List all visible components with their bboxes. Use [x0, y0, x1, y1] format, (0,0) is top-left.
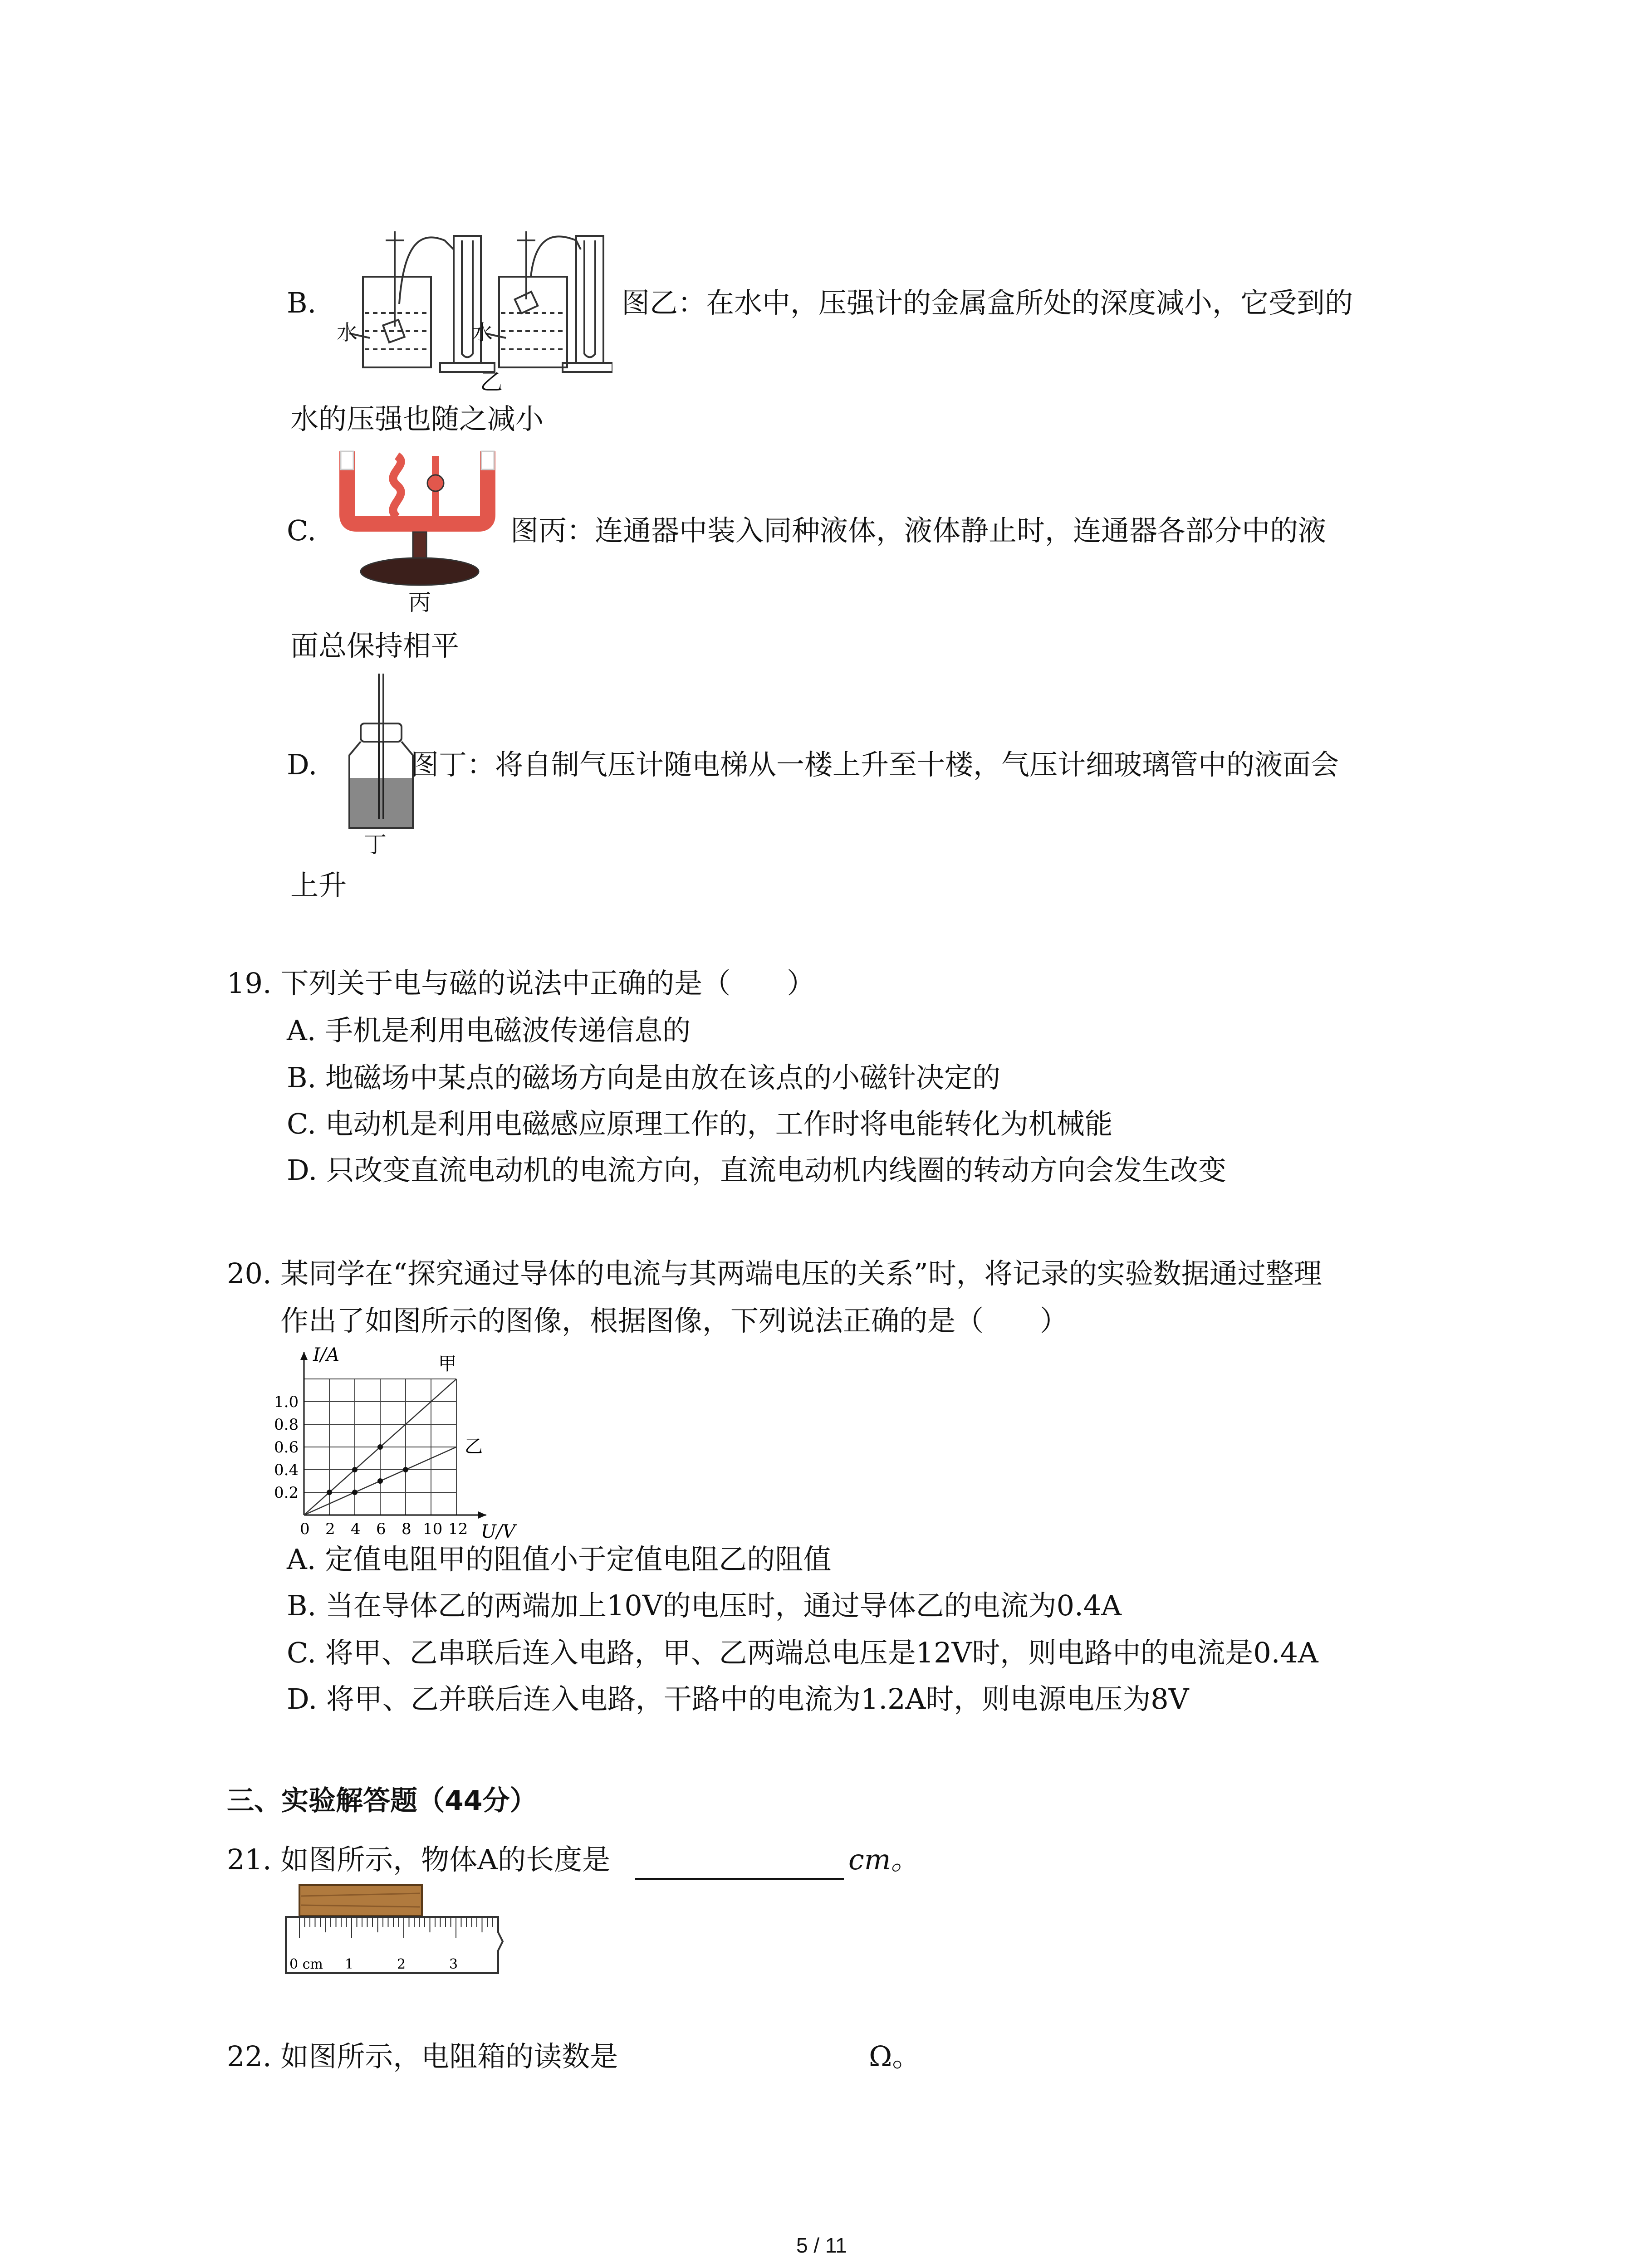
figure-ding-label: 丁 [364, 831, 387, 858]
figure-yi-water-right-label: 水 [472, 320, 493, 345]
data-point-yi [377, 1478, 383, 1484]
q18-option-b-text-continued: 水的压强也随之减小 [290, 402, 544, 435]
q21-answer-blank[interactable] [635, 1846, 844, 1880]
q20-stem: 20. 某同学在“探究通过导体的电流与其两端电压的关系”时，将记录的实验数据通过整理 [227, 1257, 1322, 1290]
figure-yi-water-left-label: 水 [337, 320, 358, 345]
q18-option-c-text: 图丙：连通器中装入同种液体，液体静止时，连通器各部分中的液 [510, 514, 1327, 547]
q20-option-a: A. 定值电阻甲的阻值小于定值电阻乙的阻值 [287, 1543, 832, 1576]
q21-stem: 21. 如图所示，物体A的长度是 [227, 1843, 611, 1876]
q18-option-c-letter: C. [287, 514, 316, 547]
x-tick-label: 4 [351, 1520, 361, 1538]
y-tick-label: 0.8 [274, 1416, 299, 1434]
q20-stem-continued: 作出了如图所示的图像，根据图像，下列说法正确的是（ ） [280, 1304, 1068, 1337]
figure-yi-pressure-gauge [331, 222, 612, 395]
data-point-jia [327, 1490, 332, 1495]
q20-option-c: C. 将甲、乙串联后连入电路，甲、乙两端总电压是12V时，则电路中的电流是0.4A [287, 1636, 1318, 1669]
figure-ruler-with-block-a [281, 1882, 508, 1982]
q20-option-d: D. 将甲、乙并联后连入电路，干路中的电流为1.2A时，则电源电压为8V [287, 1682, 1189, 1716]
data-point-yi [403, 1467, 408, 1472]
ruler-label-3: 3 [449, 1956, 458, 1972]
ruler-label-2: 2 [397, 1956, 406, 1972]
y-tick-label: 0.4 [274, 1461, 299, 1479]
q20-option-b: B. 当在导体乙的两端加上10V的电压时，通过导体乙的电流为0.4A [287, 1589, 1122, 1622]
data-point-jia [352, 1467, 358, 1472]
figure-bing-connected-vessels [338, 447, 501, 596]
data-point-yi [352, 1490, 358, 1495]
x-tick-label: 10 [423, 1520, 443, 1538]
chart-y-axis-label: I/A [313, 1344, 340, 1365]
q18-option-b-letter: B. [287, 286, 317, 319]
chart-x-axis-label: U/V [481, 1521, 516, 1542]
y-axis-arrow [300, 1352, 308, 1360]
q19-stem: 19. 下列关于电与磁的说法中正确的是（ ） [227, 967, 815, 1000]
q18-option-b-text: 图乙：在水中，压强计的金属盒所处的深度减小，它受到的 [622, 286, 1353, 319]
y-tick-label: 0.2 [274, 1484, 299, 1502]
q21-unit: cm。 [848, 1843, 919, 1876]
iu-graph [272, 1343, 526, 1547]
x-tick-label: 6 [376, 1520, 386, 1538]
x-tick-label: 8 [402, 1520, 411, 1538]
y-tick-label: 0.6 [274, 1438, 299, 1457]
q19-option-d: D. 只改变直流电动机的电流方向，直流电动机内线圈的转动方向会发生改变 [287, 1154, 1226, 1187]
q22-stem: 22. 如图所示，电阻箱的读数是 [227, 2040, 618, 2073]
data-point-jia [377, 1444, 383, 1450]
block-a [299, 1885, 422, 1916]
q22-answer-blank[interactable] [649, 2041, 857, 2073]
x-tick-label: 0 [300, 1520, 310, 1538]
chart-tick-labels [274, 1393, 468, 1538]
page-number: 5 / 11 [796, 2234, 847, 2257]
ruler-label-0: 0 cm [289, 1956, 323, 1972]
q19-option-b: B. 地磁场中某点的磁场方向是由放在该点的小磁针决定的 [287, 1061, 1000, 1094]
y-tick-label: 1.0 [274, 1393, 299, 1411]
x-tick-label: 12 [448, 1520, 468, 1538]
x-axis-arrow [478, 1511, 486, 1519]
ruler-label-1: 1 [345, 1956, 354, 1972]
q18-option-d-text-continued: 上升 [290, 869, 347, 902]
figure-yi-label: 乙 [480, 369, 503, 395]
figure-bing-label: 丙 [408, 589, 431, 616]
q19-option-a: A. 手机是利用电磁波传递信息的 [287, 1014, 691, 1047]
section-3-heading: 三、实验解答题（44分） [227, 1785, 537, 1817]
q19-option-c: C. 电动机是利用电磁感应原理工作的，工作时将电能转化为机械能 [287, 1107, 1113, 1140]
series-label-yi: 乙 [465, 1436, 483, 1457]
q18-option-d-letter: D. [287, 748, 318, 781]
q22-unit: Ω。 [869, 2040, 921, 2073]
q18-option-c-text-continued: 面总保持相平 [290, 629, 460, 662]
x-tick-label: 2 [325, 1520, 335, 1538]
q18-option-d-text: 图丁：将自制气压计随电梯从一楼上升至十楼，气压计细玻璃管中的液面会 [411, 748, 1339, 781]
series-label-jia: 甲 [438, 1354, 456, 1374]
